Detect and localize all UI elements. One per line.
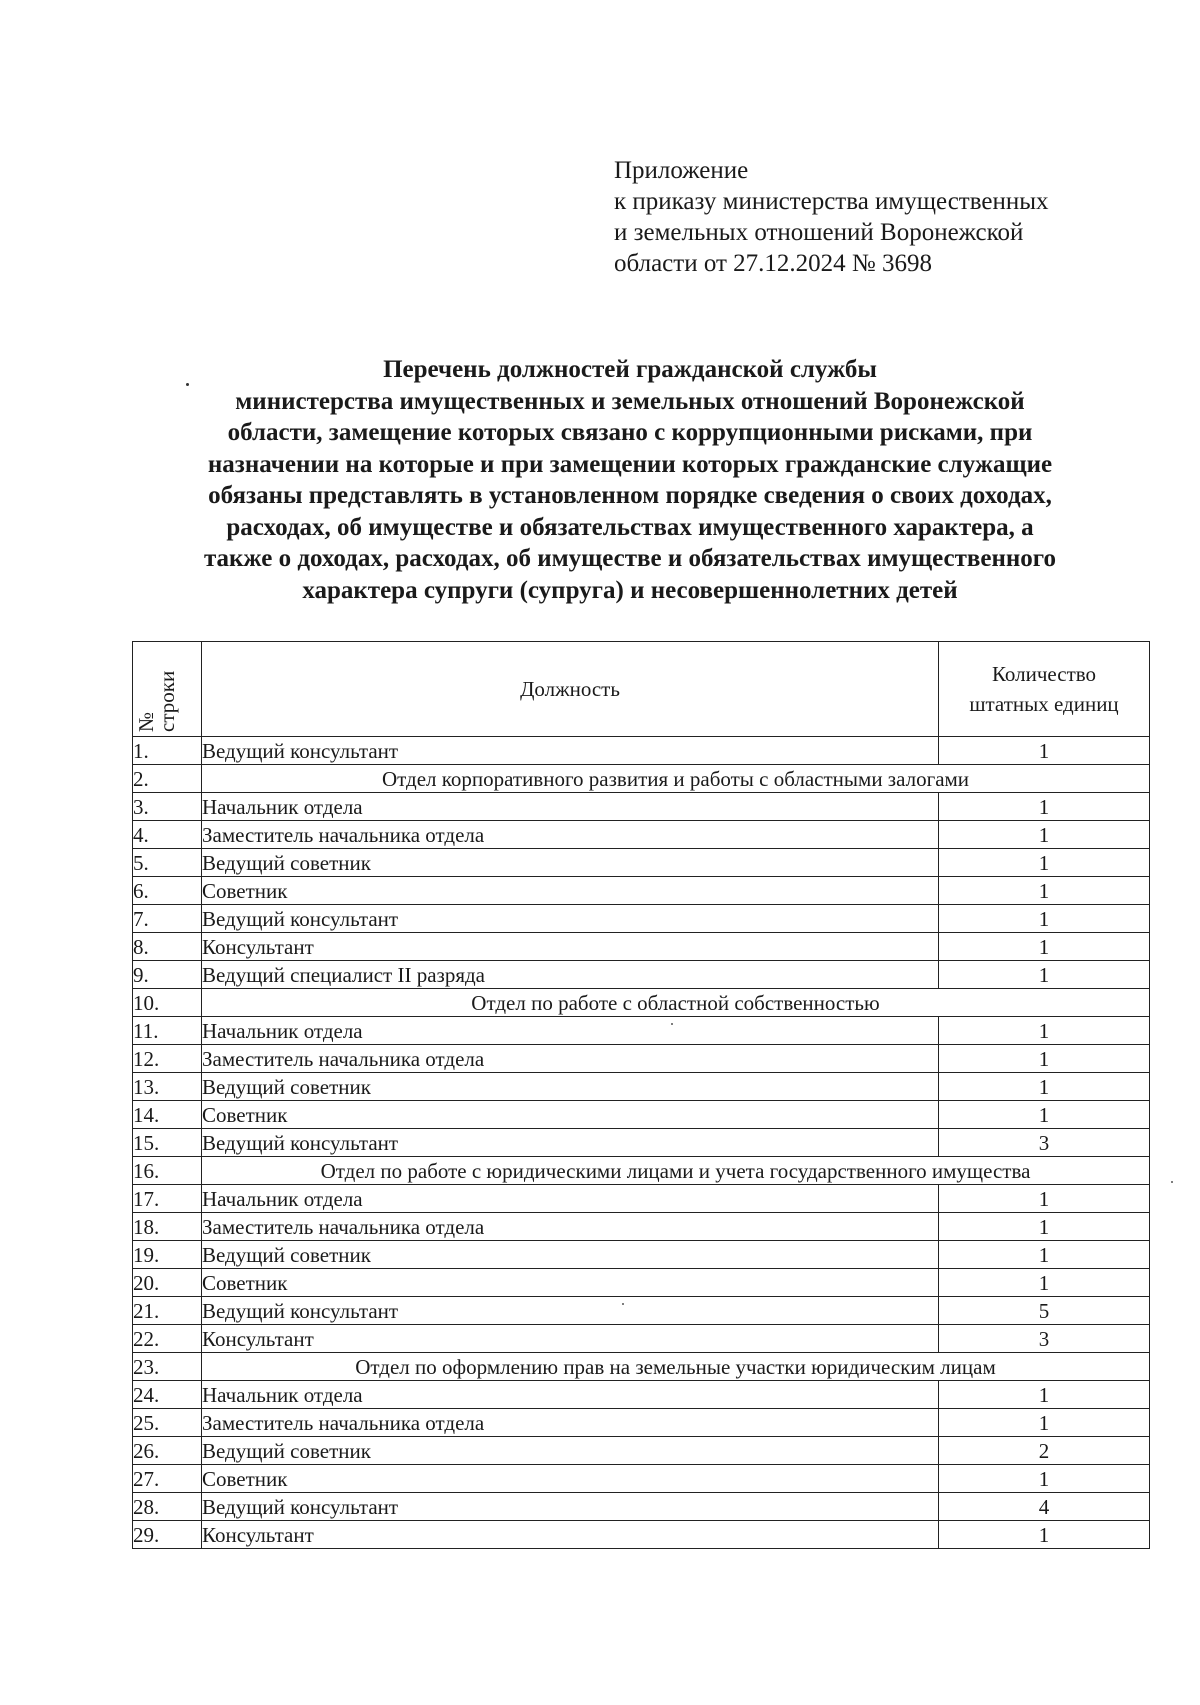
row-number: 25. — [133, 1409, 202, 1437]
row-number-header-symbol: № — [134, 711, 158, 732]
table-row — [133, 1521, 1150, 1549]
department-row — [133, 1157, 1150, 1185]
row-number: 28. — [133, 1493, 202, 1521]
position-name: Начальник отдела — [202, 1381, 939, 1409]
staff-count: 1 — [939, 1185, 1150, 1213]
row-number: 14. — [133, 1101, 202, 1129]
staff-count: 1 — [939, 1213, 1150, 1241]
staff-count: 1 — [939, 737, 1150, 765]
title-line: также о доходах, расходах, об имуществе и обязательствах имущественного — [203, 545, 1057, 572]
table-row — [133, 1409, 1150, 1437]
position-name: Ведущий консультант — [202, 1129, 939, 1157]
position-name: Советник — [202, 1465, 939, 1493]
annex-line-2: к приказу министерства имущественных — [614, 188, 1049, 215]
staff-count: 1 — [939, 793, 1150, 821]
position-name: Ведущий консультант — [202, 905, 939, 933]
table-row — [133, 877, 1150, 905]
staff-count: 1 — [939, 1465, 1150, 1493]
title-line: характера супруги (супруга) и несовершеннолетних детей — [302, 576, 958, 604]
table-row — [133, 1241, 1150, 1269]
table-row — [133, 1381, 1150, 1409]
staff-count: 1 — [939, 1045, 1150, 1073]
department-row — [133, 989, 1150, 1017]
position-name: Начальник отдела — [202, 1017, 939, 1045]
staff-count: 4 — [939, 1493, 1150, 1521]
row-number: 1. — [133, 737, 202, 765]
table-row — [133, 1465, 1150, 1493]
staff-count: 3 — [939, 1129, 1150, 1157]
table-row — [133, 1101, 1150, 1129]
table-row — [133, 905, 1150, 933]
staff-count: 1 — [939, 821, 1150, 849]
annex-header — [614, 155, 1049, 279]
title-line: расходах, об имуществе и обязательствах имущественного характера, а — [226, 513, 1034, 541]
position-name: Ведущий советник — [202, 1437, 939, 1465]
staff-count: 1 — [939, 877, 1150, 905]
row-number: 21. — [133, 1297, 202, 1325]
row-number: 20. — [133, 1269, 202, 1297]
table-row — [133, 1129, 1150, 1157]
row-number: 7. — [133, 905, 202, 933]
staff-count: 1 — [939, 849, 1150, 877]
staff-count: 1 — [939, 1073, 1150, 1101]
annex-line-1: Приложение — [614, 157, 749, 184]
quantity-header-line-2: штатных единиц — [969, 692, 1119, 716]
row-number-header — [133, 642, 202, 737]
title-line: назначении на которые и при замещении которых гражданские служащие — [207, 450, 1053, 478]
position-name: Начальник отдела — [202, 1185, 939, 1213]
table-row — [133, 793, 1150, 821]
position-name: Ведущий советник — [202, 1241, 939, 1269]
staff-count: 1 — [939, 1521, 1150, 1549]
position-name: Ведущий советник — [202, 1073, 939, 1101]
department-row — [133, 765, 1150, 793]
quantity-header — [939, 642, 1150, 737]
department-name: Отдел по работе с областной собственностью — [202, 989, 1150, 1017]
positions-table — [132, 641, 1150, 1549]
row-number: 22. — [133, 1325, 202, 1353]
staff-count: 1 — [939, 1101, 1150, 1129]
table-row — [133, 1297, 1150, 1325]
position-name: Консультант — [202, 1521, 939, 1549]
row-number-header-label: строки — [155, 670, 179, 732]
staff-count: 1 — [939, 905, 1150, 933]
table-row — [133, 821, 1150, 849]
table-row — [133, 961, 1150, 989]
staff-count: 1 — [939, 1409, 1150, 1437]
staff-count: 1 — [939, 1269, 1150, 1297]
position-name: Советник — [202, 1269, 939, 1297]
staff-count: 1 — [939, 1241, 1150, 1269]
position-name: Консультант — [202, 1325, 939, 1353]
staff-count: 2 — [939, 1437, 1150, 1465]
row-number: 27. — [133, 1465, 202, 1493]
position-name: Ведущий советник — [202, 849, 939, 877]
position-name: Заместитель начальника отдела — [202, 821, 939, 849]
table-row — [133, 1045, 1150, 1073]
table-row — [133, 933, 1150, 961]
scan-speck — [622, 1303, 624, 1305]
row-number: 5. — [133, 849, 202, 877]
table-row — [133, 1269, 1150, 1297]
row-number: 9. — [133, 961, 202, 989]
row-number: 4. — [133, 821, 202, 849]
position-name: Заместитель начальника отдела — [202, 1409, 939, 1437]
table-row — [133, 1073, 1150, 1101]
scan-speck — [671, 1023, 673, 1025]
department-name: Отдел по работе с юридическими лицами и учета государственного имущества — [202, 1157, 1150, 1185]
position-name: Ведущий консультант — [202, 1297, 939, 1325]
staff-count: 1 — [939, 1381, 1150, 1409]
table-header-row — [133, 642, 1150, 737]
position-name: Консультант — [202, 933, 939, 961]
row-number: 16. — [133, 1157, 202, 1185]
position-name: Советник — [202, 1101, 939, 1129]
department-row — [133, 1353, 1150, 1381]
position-name: Ведущий консультант — [202, 737, 939, 765]
staff-count: 3 — [939, 1325, 1150, 1353]
position-name: Ведущий консультант — [202, 1493, 939, 1521]
row-number: 11. — [133, 1017, 202, 1045]
row-number: 6. — [133, 877, 202, 905]
document-title — [120, 354, 1140, 606]
title-line: Перечень должностей гражданской службы — [383, 356, 877, 383]
table-row — [133, 1213, 1150, 1241]
row-number: 3. — [133, 793, 202, 821]
position-name: Советник — [202, 877, 939, 905]
title-line: обязаны представлять в установленном порядке сведения о своих доходах, — [208, 482, 1052, 509]
scan-speck — [1171, 1181, 1173, 1183]
title-line: области, замещение которых связано с коррупционными рисками, при — [227, 419, 1033, 446]
department-name: Отдел по оформлению прав на земельные участки юридическим лицам — [202, 1353, 1150, 1381]
row-number: 10. — [133, 989, 202, 1017]
row-number: 29. — [133, 1521, 202, 1549]
row-number: 24. — [133, 1381, 202, 1409]
position-header: Должность — [202, 642, 939, 737]
title-line: министерства имущественных и земельных отношений Воронежской — [235, 387, 1025, 415]
row-number: 17. — [133, 1185, 202, 1213]
table-row — [133, 1325, 1150, 1353]
table-row — [133, 1437, 1150, 1465]
row-number: 15. — [133, 1129, 202, 1157]
quantity-header-line-1: Количество — [991, 662, 1097, 686]
table-row — [133, 737, 1150, 765]
row-number: 19. — [133, 1241, 202, 1269]
department-name: Отдел корпоративного развития и работы с областными залогами — [202, 765, 1150, 793]
annex-line-3: и земельных отношений Воронежской — [614, 219, 1024, 246]
position-name: Ведущий специалист II разряда — [202, 961, 939, 989]
staff-count: 1 — [939, 933, 1150, 961]
row-number: 26. — [133, 1437, 202, 1465]
table-row — [133, 1017, 1150, 1045]
staff-count: 1 — [939, 1017, 1150, 1045]
table-row — [133, 1493, 1150, 1521]
table-body — [133, 737, 1150, 1549]
staff-count: 1 — [939, 961, 1150, 989]
table-row — [133, 849, 1150, 877]
row-number: 13. — [133, 1073, 202, 1101]
table-row — [133, 1185, 1150, 1213]
row-number: 18. — [133, 1213, 202, 1241]
row-number: 12. — [133, 1045, 202, 1073]
row-number: 23. — [133, 1353, 202, 1381]
position-name: Заместитель начальника отдела — [202, 1213, 939, 1241]
annex-line-4: области от 27.12.2024 № 3698 — [614, 250, 933, 277]
position-name: Заместитель начальника отдела — [202, 1045, 939, 1073]
row-number: 2. — [133, 765, 202, 793]
row-number: 8. — [133, 933, 202, 961]
staff-count: 5 — [939, 1297, 1150, 1325]
position-name: Начальник отдела — [202, 793, 939, 821]
